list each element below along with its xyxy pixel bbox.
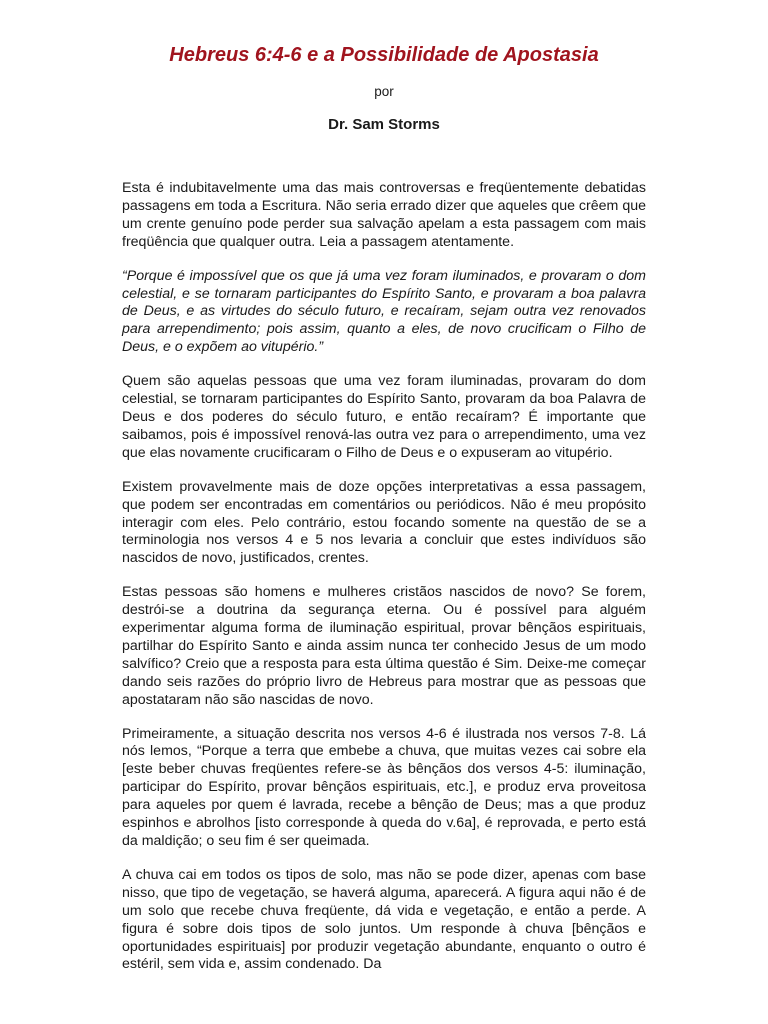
author-name: Dr. Sam Storms (328, 116, 440, 133)
paragraph-interpretive-options: Existem provavelmente mais de doze opções interpretativas a essa passagem, que podem ser encontradas em comentários ou periódicos. Não é meu propósito interagir com eles. Pelo contrário, estou focando somente na questão de se a terminologia nos versos 4 e 5 nos levaria a concluir que estes indivíduos são nascidos de novo, justificados, crentes. (122, 478, 646, 567)
paragraph-intro: Esta é indubitavelmente uma das mais controversas e freqüentemente debatidas passagens em toda a Escritura. Não seria errado dizer que aqueles que crêem que um crente genuíno pode perder sua salvação apelam a esta passagem com mais freqüência que qualquer outra. Leia a passagem atentamente. (122, 180, 646, 250)
paragraph-scripture-quote: “Porque é impossível que os que já uma vez foram iluminados, e provaram o dom celestial, e se tornaram participantes do Espírito Santo, e provaram a boa palavra de Deus, e as virtudes do século futuro, e recaíram, sejam outra vez renovados para arrependimento; pois assim, quanto a eles, de novo crucificam o Filho de Deus, e o expõem ao vitupério.” (122, 267, 646, 356)
paragraph-who-are-they: Quem são aquelas pessoas que uma vez foram iluminadas, provaram do dom celestial, se tornaram participantes do Espírito Santo, provaram da boa Palavra de Deus e dos poderes do século futuro, e então recaíram? É importante que saibamos, pois é impossível renová-las outra vez para o arrependimento, uma vez que elas novamente crucificaram o Filho de Deus e o expuseram ao vitupério. (122, 373, 646, 461)
document-body (122, 180, 646, 990)
paragraph-rain-illustration: A chuva cai em todos os tipos de solo, mas não se pode dizer, apenas com base nisso, que tipo de vegetação, se haverá alguma, aparecerá. A figura aqui não é de um solo que recebe chuva freqüente, dá vida e vegetação, e então a perde. A figura é sobre dois tipos de solo juntos. Um responde à chuva [bênçãos e oportunidades espirituais] por produzir vegetação abundante, enquanto o outro é estéril, sem vida e, assim condenado. Da (122, 866, 646, 973)
paragraph-first-reason: Primeiramente, a situação descrita nos versos 4-6 é ilustrada nos versos 7-8. Lá nós lemos, “Porque a terra que embebe a chuva, que muitas vezes cai sobre ela [este beber chuvas freqüentes refere-se às bênçãos dos versos 4-5: iluminação, participar do Espírito, provar bênçãos espirituais, etc.], e produz erva proveitosa para aqueles por quem é lavrada, recebe a bênção de Deus; mas a que produz espinhos e abrolhos [isto corresponde à queda do v.6a], é reprovada, e perto está da maldição; o seu fim é ser queimada. (122, 725, 646, 849)
document-title: Hebreus 6:4-6 e a Possibilidade de Apostasia (169, 44, 599, 66)
paragraph-born-again-question: Estas pessoas são homens e mulheres cristãos nascidos de novo? Se forem, destrói-se a doutrina da segurança eterna. Ou é possível para alguém experimentar alguma forma de iluminação espiritual, provar bênçãos espirituais, partilhar do Espírito Santo e ainda assim nunca ter conhecido Jesus de um modo salvífico? Creio que a resposta para esta última questão é Sim. Deixe-me começar dando seis razões do próprio livro de Hebreus para mostrar que as pessoas que apostataram não são nascidas de novo. (122, 584, 646, 708)
byline-por: por (374, 84, 394, 99)
